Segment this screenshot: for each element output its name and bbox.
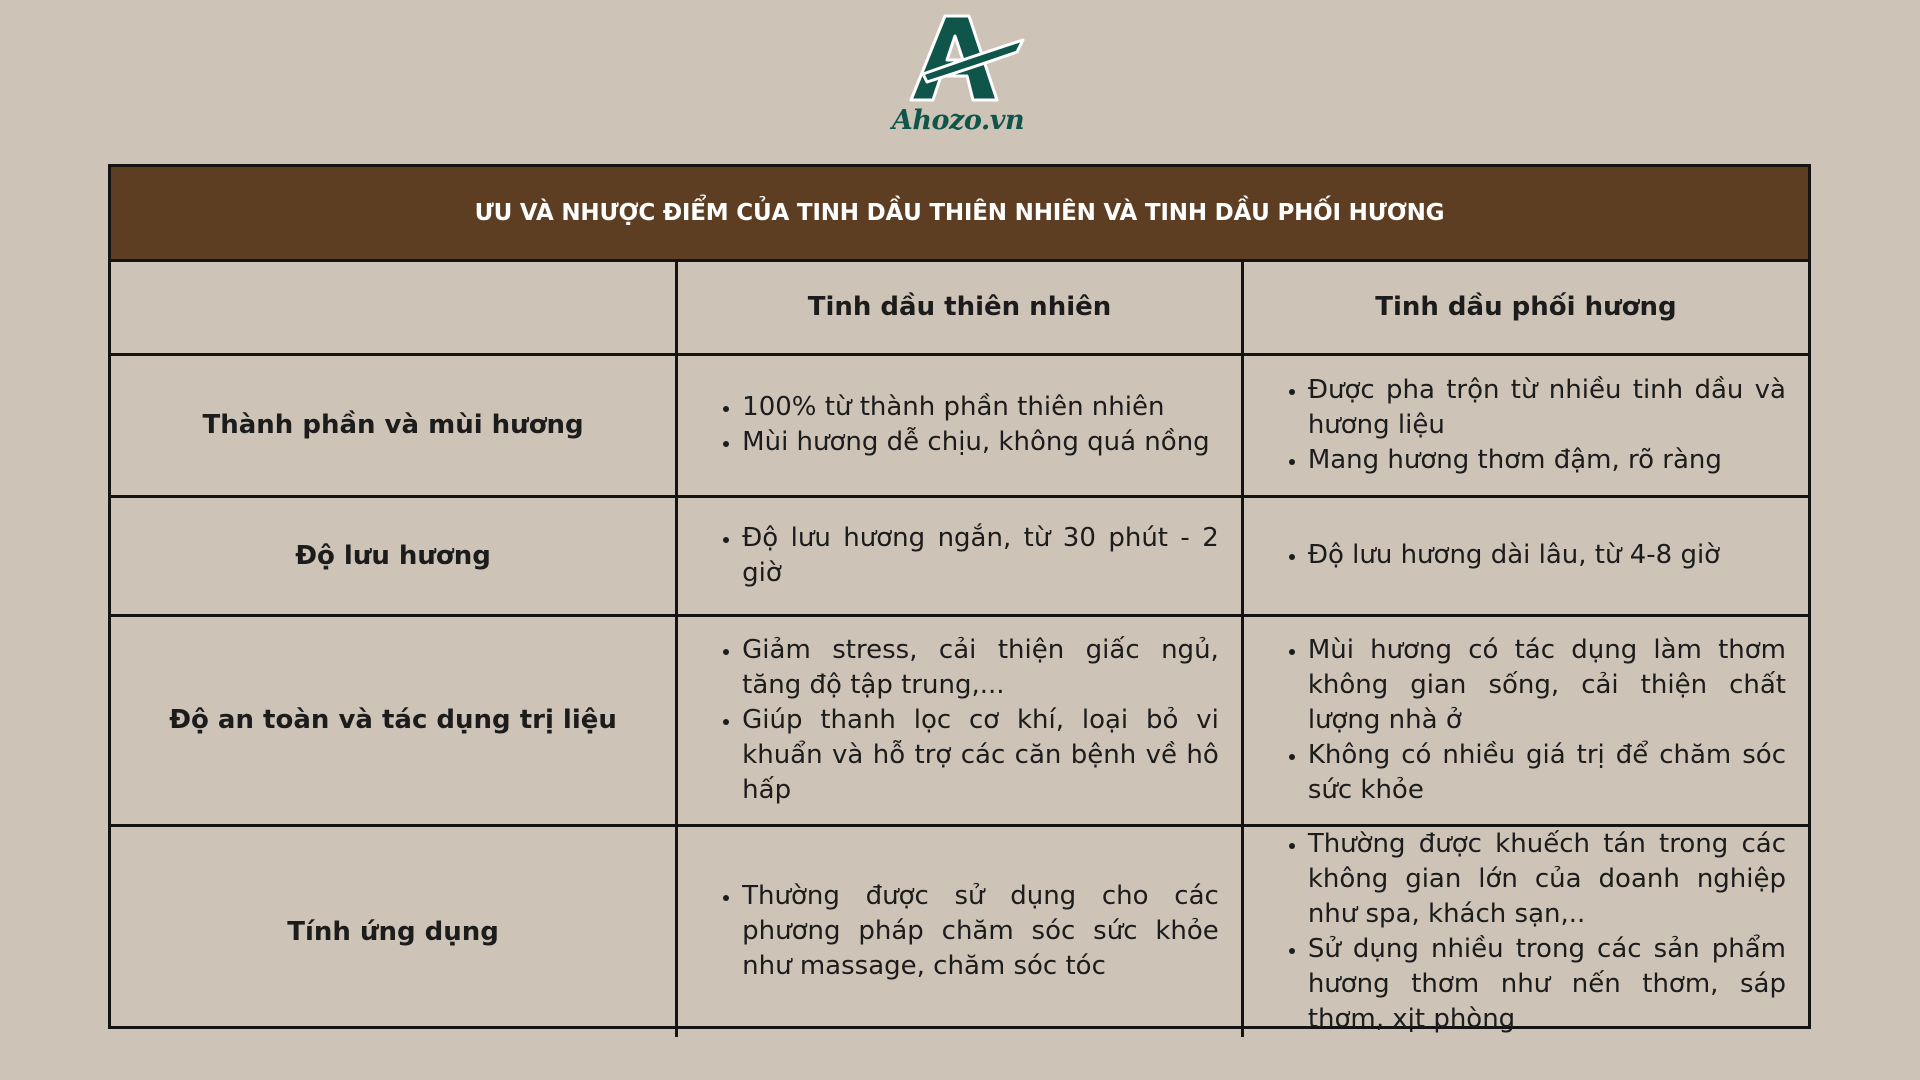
row-label: Độ an toàn và tác dụng trị liệu (111, 615, 677, 825)
table-row (111, 496, 1808, 615)
list-item: • Độ lưu hương ngắn, từ 30 phút - 2 giờ (742, 521, 1219, 591)
ahozo-logo-icon (883, 12, 1033, 112)
table-row (111, 615, 1808, 825)
list-item: • Độ lưu hương dài lâu, từ 4-8 giờ (1308, 538, 1786, 573)
logo-wordmark: Ahozo.vn (891, 105, 1025, 136)
list-item: • 100% từ thành phần thiên nhiên (742, 390, 1219, 425)
natural-cell (677, 615, 1243, 825)
list-item: • Sử dụng nhiều trong các sản phẩm hương thơm như nến thơm, sáp thơm, xịt phòng (1308, 932, 1786, 1037)
list-item: • Được pha trộn từ nhiều tinh dầu và hương liệu (1308, 373, 1786, 443)
comparison-table (108, 164, 1811, 1034)
list-item: • Mùi hương dễ chịu, không quá nồng (742, 425, 1219, 460)
row-label: Tính ứng dụng (111, 825, 677, 1037)
table-row (111, 354, 1808, 496)
list-item: • Mùi hương có tác dụng làm thơm không gian sống, cải thiện chất lượng nhà ở (1308, 633, 1786, 738)
natural-cell (677, 496, 1243, 615)
header-natural-oil: Tinh dầu thiên nhiên (677, 260, 1243, 354)
list-item: • Giúp thanh lọc cơ khí, loại bỏ vi khuẩn và hỗ trợ các căn bệnh về hô hấp (742, 703, 1219, 808)
ahozo-logo (883, 12, 1033, 140)
row-label: Độ lưu hương (111, 496, 677, 615)
natural-cell (677, 825, 1243, 1037)
list-item: • Mang hương thơm đậm, rõ ràng (1308, 443, 1786, 478)
header-blended-oil: Tinh dầu phối hương (1242, 260, 1808, 354)
list-item: • Giảm stress, cải thiện giấc ngủ, tăng độ tập trung,... (742, 633, 1219, 703)
blended-cell (1242, 496, 1808, 615)
table-row (111, 825, 1808, 1037)
table-title: ƯU VÀ NHƯỢC ĐIỂM CỦA TINH DẦU THIÊN NHIÊN VÀ TINH DẦU PHỐI HƯƠNG (111, 167, 1808, 260)
blended-cell (1242, 825, 1808, 1037)
header-empty-cell (111, 260, 677, 354)
list-item: • Thường được khuếch tán trong các không gian lớn của doanh nghiệp như spa, khách sạn,.. (1308, 827, 1786, 932)
blended-cell (1242, 615, 1808, 825)
list-item: • Không có nhiều giá trị để chăm sóc sức khỏe (1308, 738, 1786, 808)
natural-cell (677, 354, 1243, 496)
list-item: • Thường được sử dụng cho các phương pháp chăm sóc sức khỏe như massage, chăm sóc tóc (742, 879, 1219, 984)
row-label: Thành phần và mùi hương (111, 354, 677, 496)
blended-cell (1242, 354, 1808, 496)
